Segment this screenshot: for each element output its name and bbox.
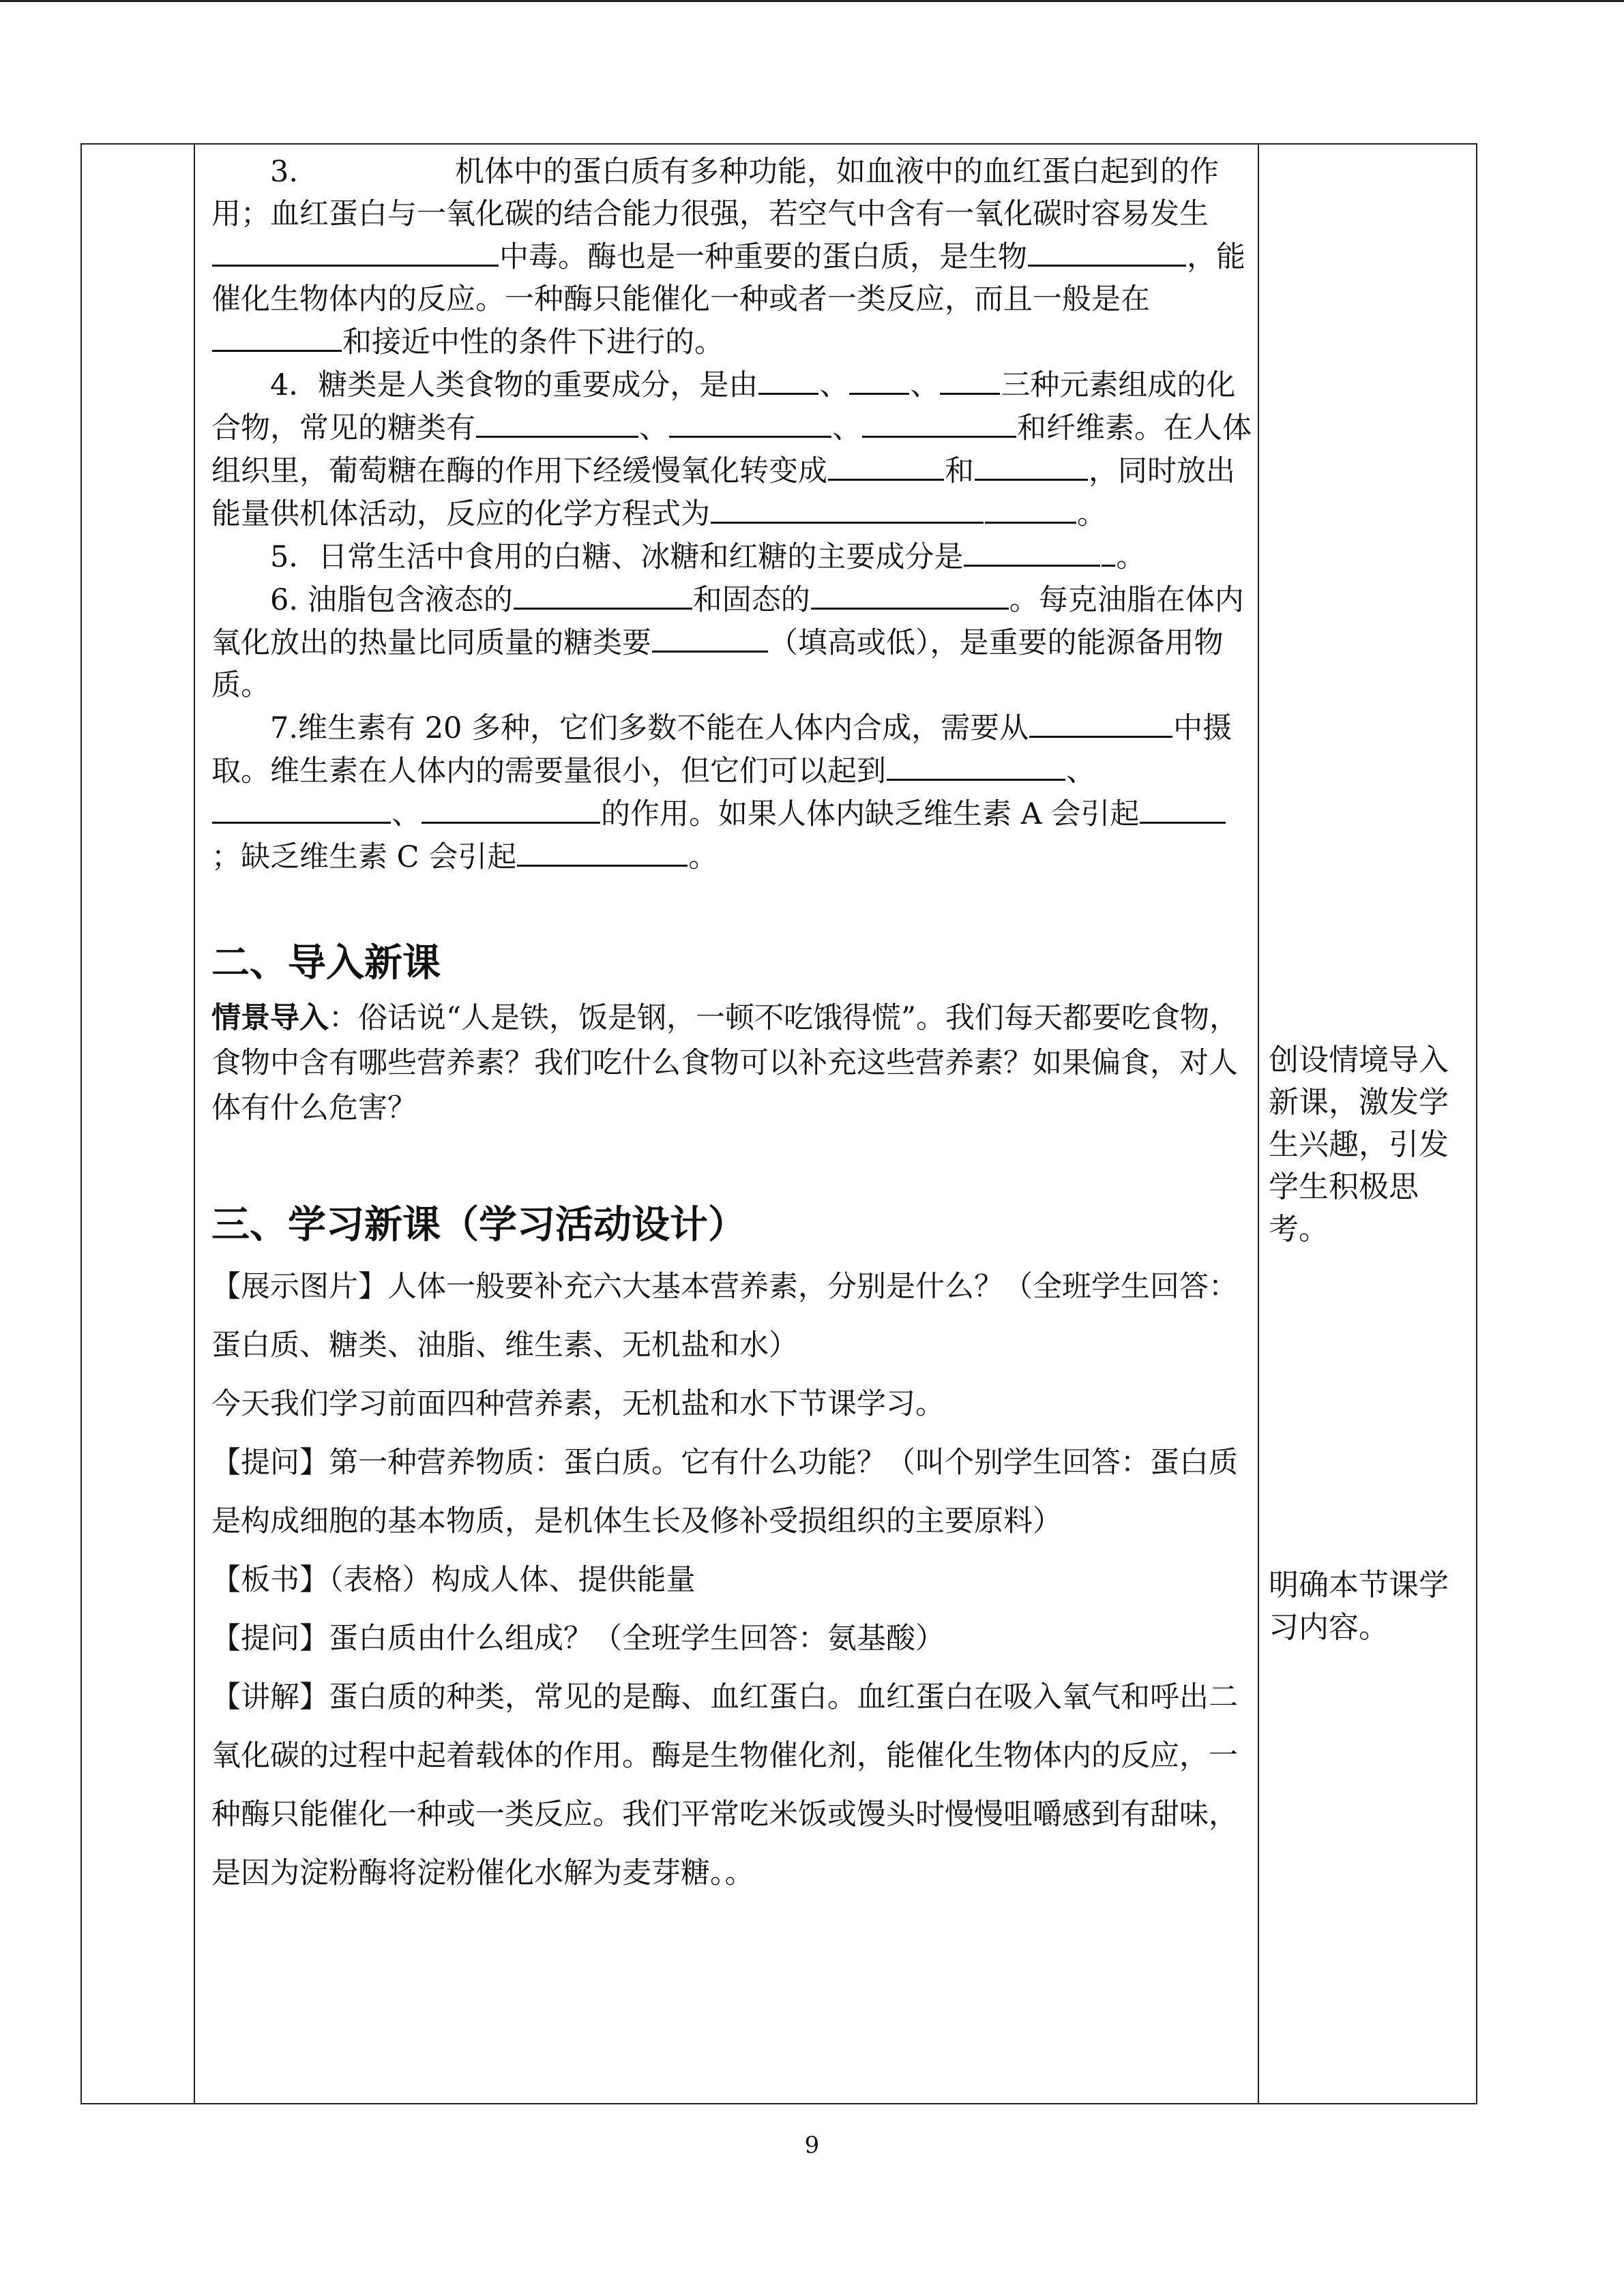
- blank: [862, 406, 1016, 438]
- exercise-item-4: 4．糖类是人类食物的重要成分，是由 、 、 三种元素组成的化合物，常见的糖类有 、 、 和纤维素。在人体组织里，葡萄糖在酶的作用下经缓慢氧化转变成 和 ，同时放出能量供机体活动，反应的化学方程式为 。: [211, 363, 1252, 535]
- blank: [711, 492, 984, 524]
- blank: [212, 792, 391, 824]
- section-heading-new-lesson: 三、学习新课（学习活动设计）: [211, 1202, 746, 1247]
- blank: [811, 578, 1009, 610]
- blank: [669, 406, 831, 438]
- exercise-item-6: 6. 油脂包含液态的 和固态的 。每克油脂在体内氧化放出的热量比同质量的糖类要 （填高或低），是重要的能源备用物质。: [211, 578, 1252, 706]
- blank: [476, 406, 638, 438]
- scenario-introduction: [211, 996, 1252, 1131]
- blank: [514, 578, 692, 610]
- exercise-item-7: 7.维生素有 20 多种，它们多数不能在人体内合成，需要从 中摄取。维生素在人体内的需要量很小，但它们可以起到 、、 的作用。如果人体内缺乏维生素 A 会引起；缺乏维生素 C 会引起 。: [211, 706, 1252, 878]
- blank: [422, 792, 600, 824]
- blank: [1029, 706, 1172, 738]
- table-column-divider-right: [1258, 145, 1259, 2103]
- scenario-label: 情景导入: [211, 1001, 329, 1035]
- blank: [212, 320, 342, 352]
- blank: [1102, 535, 1115, 567]
- blank: [212, 235, 499, 267]
- blank: [964, 535, 1100, 567]
- table-column-divider-left: [194, 145, 195, 2103]
- blank: [887, 749, 1065, 781]
- lesson-activity-line: 【提问】蛋白质由什么组成？（全班学生回答：氨基酸）: [211, 1622, 945, 1656]
- exercise-item-3: 3. 机体中的蛋白质有多种功能，如血液中的血红蛋白起到的作用；血红蛋白与一氧化碳的结合能力很强，若空气中含有一氧化碳时容易发生中毒。酶也是一种重要的蛋白质，是生物 ，能催化生物体内的反应。一种酶只能催化一种或者一类反应，而且一般是在和接近中性的条件下进行的。: [211, 155, 1245, 359]
- lesson-activity-line: 今天我们学习前面四种营养素，无机盐和水下节课学习。: [211, 1387, 945, 1421]
- section-heading-introduction: 二、导入新课: [211, 940, 441, 985]
- blank: [940, 363, 1000, 395]
- blank: [758, 363, 818, 395]
- page-number: 9: [804, 2132, 820, 2159]
- blank: [1140, 792, 1226, 824]
- scenario-text: ：俗话说“人是铁，饭是钢，一顿不吃饿得慌”。我们每天都要吃食物，食物中含有哪些营养素？我们吃什么食物可以补充这些营养素？如果偏食，对人体有什么危害？: [211, 1001, 1239, 1125]
- blank: [849, 363, 909, 395]
- content-column: [211, 145, 1252, 1903]
- lesson-activity-line: 【提问】第一种营养物质：蛋白质。它有什么功能？（叫个别学生回答：蛋白质是构成细胞的基本物质，是机体生长及修补受损组织的主要原料）: [211, 1446, 1238, 1538]
- page-top-rule: [0, 0, 1624, 2]
- design-note-introduction: 创设情境导入新课，激发学生兴趣，引发学生积极思考。: [1269, 1043, 1449, 1247]
- blank: [985, 492, 1076, 524]
- lesson-activity-line: 【讲解】蛋白质的种类，常见的是酶、血红蛋白。血红蛋白在吸入氧气和呼出二氧化碳的过程中起着载体的作用。酶是生物催化剂，能催化生物体内的反应，一种酶只能催化一种或一类反应。我们平常吃米饭或馒头时慢慢咀嚼感到有甜味，是因为淀粉酶将淀粉催化水解为麦芽糖。。: [211, 1680, 1238, 1890]
- blank: [1028, 235, 1186, 267]
- lesson-plan-table: [80, 143, 1477, 2104]
- lesson-activity-line: 【展示图片】人体一般要补充六大基本营养素，分别是什么？（全班学生回答：蛋白质、糖类、油脂、维生素、无机盐和水）: [211, 1270, 1238, 1362]
- blank: [517, 835, 688, 867]
- blank: [652, 621, 768, 653]
- design-note-new-lesson: 明确本节课学习内容。: [1269, 1568, 1449, 1645]
- blank: [828, 449, 944, 481]
- lesson-activity-line: 【板书】（表格）构成人体、提供能量: [211, 1563, 696, 1597]
- exercise-item-5: 5．日常生活中食用的白糖、冰糖和红糖的主要成分是 。: [211, 535, 1252, 578]
- blank: [975, 449, 1088, 481]
